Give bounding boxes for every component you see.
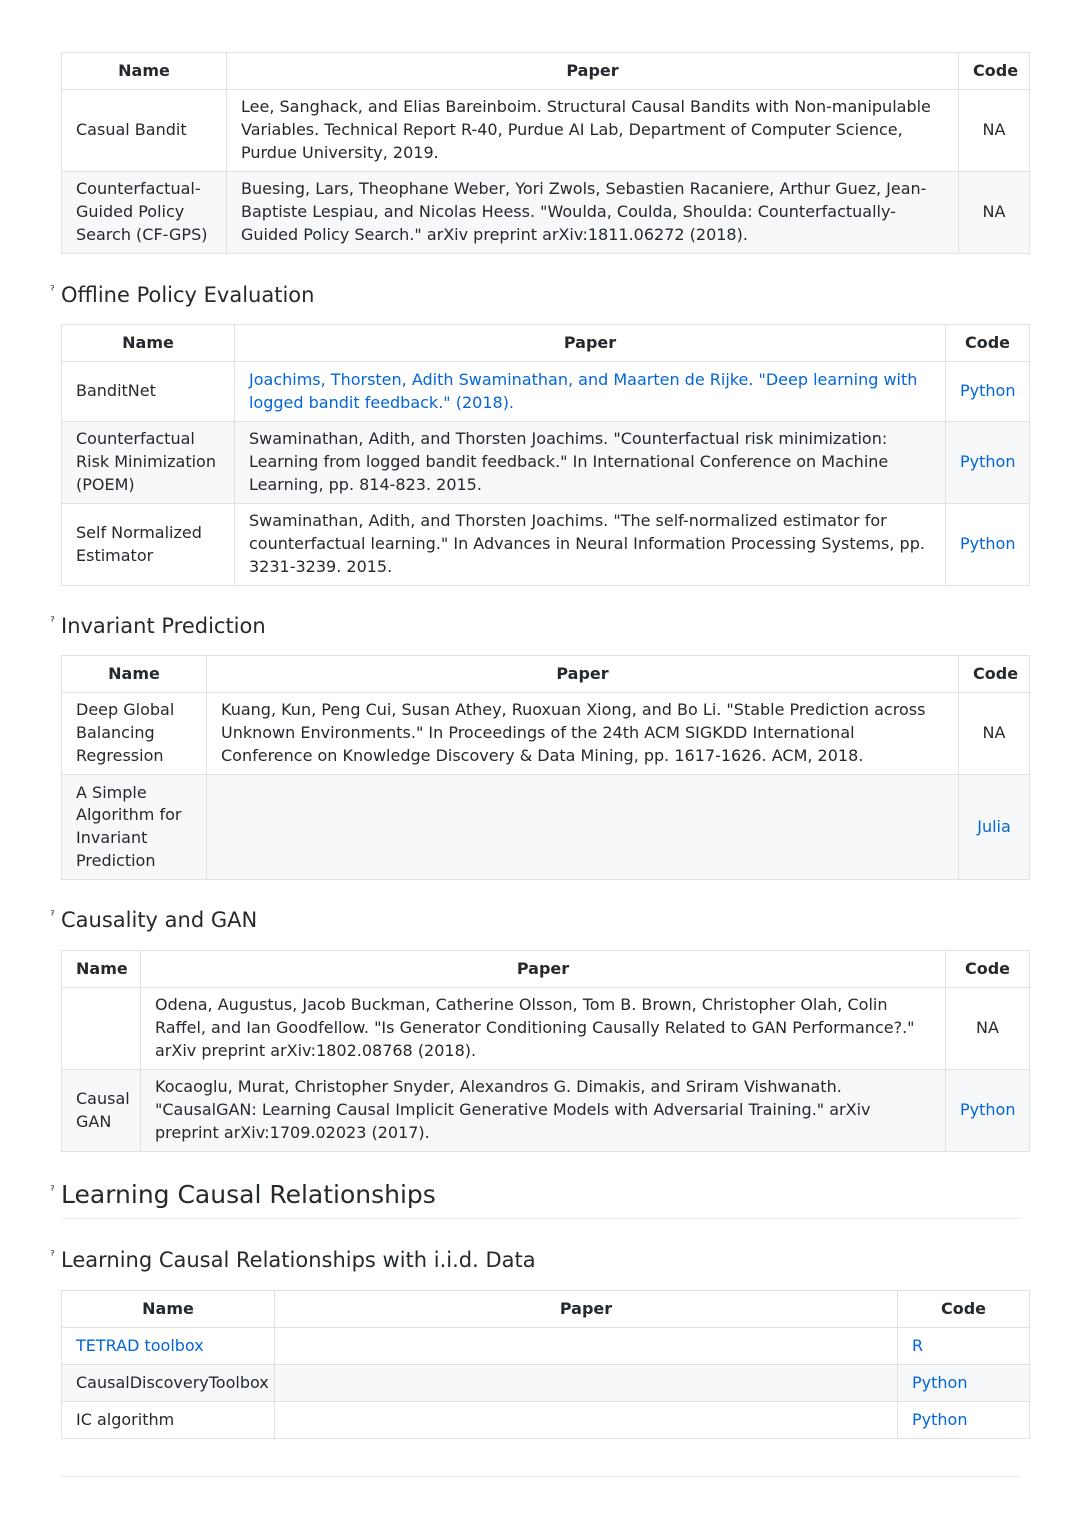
invariant-prediction-table (61, 655, 1030, 880)
row-code: NA (946, 988, 1030, 1070)
code-link[interactable]: Python (960, 381, 1016, 401)
anchor-link-icon[interactable]: ˀ (50, 615, 55, 630)
row-paper: Swaminathan, Adith, and Thorsten Joachims. "Counterfactual risk minimization: Learning from logged bandit feedback." In International Conference on Machine Learning, pp. 814-823. 2015. (235, 422, 946, 504)
table-row (62, 988, 1030, 1070)
row-code[interactable] (898, 1402, 1030, 1439)
row-name: Deep Global Balancing Regression (62, 693, 207, 775)
table-row (62, 362, 1030, 422)
row-code[interactable] (946, 362, 1030, 422)
row-code[interactable] (946, 504, 1030, 586)
anchor-link-icon[interactable]: ˀ (50, 284, 55, 299)
header-code: Code (959, 53, 1030, 90)
header-paper: Paper (141, 951, 946, 988)
table-row (62, 1328, 1030, 1365)
section-heading-causality-and-gan (50, 906, 258, 934)
row-name[interactable] (62, 1328, 275, 1365)
code-link[interactable]: Python (960, 452, 1016, 472)
name-link[interactable]: TETRAD toolbox (76, 1335, 204, 1355)
row-paper: Kocaoglu, Murat, Christopher Snyder, Alexandros G. Dimakis, and Sriram Vishwanath. "CausalGAN: Learning Causal Implicit Generative Models with Adversarial Training." arXiv preprint arXiv:1709.02023 (2017). (141, 1070, 946, 1152)
offline-policy-evaluation-table (61, 324, 1030, 586)
row-code[interactable] (959, 775, 1030, 880)
row-paper: Buesing, Lars, Theophane Weber, Yori Zwols, Sebastien Racaniere, Arthur Guez, Jean-Baptiste Lespiau, and Nicolas Heess. "Woulda, Coulda, Shoulda: Counterfactually-Guided Policy Search." arXiv preprint arXiv:1811.06272 (2018). (227, 172, 959, 254)
row-paper: Kuang, Kun, Peng Cui, Susan Athey, Ruoxuan Xiong, and Bo Li. "Stable Prediction across Unknown Environments." In Proceedings of the 24th ACM SIGKDD International Conference on Knowledge Discovery & Data Mining, pp. 1617-1626. ACM, 2018. (207, 693, 959, 775)
section-title: Learning Causal Relationships (61, 1180, 436, 1209)
section-heading-invariant-prediction (50, 612, 266, 640)
header-name: Name (62, 656, 207, 693)
row-name (62, 988, 141, 1070)
row-paper (275, 1328, 898, 1365)
row-code[interactable] (946, 1070, 1030, 1152)
row-paper: Odena, Augustus, Jacob Buckman, Catherine Olsson, Tom B. Brown, Christopher Olah, Colin Raffel, and Ian Goodfellow. "Is Generator Conditioning Causally Related to GAN Performance?." arXiv preprint arXiv:1802.08768 (2018). (141, 988, 946, 1070)
table-row (62, 693, 1030, 775)
section-heading-offline-policy-evaluation (50, 281, 315, 309)
header-name: Name (62, 951, 141, 988)
table-row (62, 1365, 1030, 1402)
row-name: IC algorithm (62, 1402, 275, 1439)
row-name: Casual Bandit (62, 90, 227, 172)
section-title: Causality and GAN (61, 908, 258, 932)
row-code: NA (959, 693, 1030, 775)
header-code: Code (959, 656, 1030, 693)
code-link[interactable]: Python (912, 1409, 968, 1429)
table-header-row (62, 53, 1030, 90)
row-paper-link[interactable] (235, 362, 946, 422)
row-paper (275, 1365, 898, 1402)
table-row (62, 422, 1030, 504)
table-header-row (62, 951, 1030, 988)
row-paper: Lee, Sanghack, and Elias Bareinboim. Structural Causal Bandits with Non-manipulable Variables. Technical Report R-40, Purdue AI Lab, Department of Computer Science, Purdue University, 2019. (227, 90, 959, 172)
row-code[interactable] (898, 1365, 1030, 1402)
iid-data-table (61, 1290, 1030, 1439)
header-code: Code (946, 325, 1030, 362)
table-row (62, 90, 1030, 172)
header-paper: Paper (275, 1291, 898, 1328)
code-link[interactable]: Julia (977, 816, 1011, 836)
row-name: Self Normalized Estimator (62, 504, 235, 586)
section-heading-learning-causal-relationships (50, 1178, 436, 1212)
row-name: BanditNet (62, 362, 235, 422)
code-link[interactable]: R (912, 1335, 924, 1355)
causality-gan-table (61, 950, 1030, 1152)
table-row (62, 1070, 1030, 1152)
header-code: Code (898, 1291, 1030, 1328)
row-code: NA (959, 172, 1030, 254)
row-name: A Simple Algorithm for Invariant Prediction (62, 775, 207, 880)
row-name: CausalDiscoveryToolbox (62, 1365, 275, 1402)
header-paper: Paper (227, 53, 959, 90)
paper-link[interactable]: Joachims, Thorsten, Adith Swaminathan, and Maarten de Rijke. "Deep learning with logged bandit feedback." (2018). (249, 369, 918, 412)
section-title: Invariant Prediction (61, 614, 266, 638)
section-heading-iid-data (50, 1246, 536, 1274)
header-name: Name (62, 1291, 275, 1328)
header-paper: Paper (207, 656, 959, 693)
row-code: NA (959, 90, 1030, 172)
header-name: Name (62, 53, 227, 90)
table-row (62, 172, 1030, 254)
header-name: Name (62, 325, 235, 362)
row-paper: Swaminathan, Adith, and Thorsten Joachims. "The self-normalized estimator for counterfactual learning." In Advances in Neural Information Processing Systems, pp. 3231-3239. 2015. (235, 504, 946, 586)
anchor-link-icon[interactable]: ˀ (50, 1249, 55, 1264)
bottom-divider (61, 1476, 1021, 1477)
row-code[interactable] (898, 1328, 1030, 1365)
table-row (62, 775, 1030, 880)
anchor-link-icon[interactable]: ˀ (50, 909, 55, 924)
table-header-row (62, 656, 1030, 693)
row-paper (207, 775, 959, 880)
code-link[interactable]: Python (960, 534, 1016, 554)
anchor-link-icon[interactable]: ˀ (50, 1184, 55, 1199)
heading-divider (61, 1218, 1021, 1219)
table-header-row (62, 325, 1030, 362)
code-link[interactable]: Python (960, 1100, 1016, 1120)
code-link[interactable]: Python (912, 1372, 968, 1392)
section-title: Offline Policy Evaluation (61, 283, 315, 307)
section-title: Learning Causal Relationships with i.i.d. Data (61, 1248, 536, 1272)
table-row (62, 1402, 1030, 1439)
header-code: Code (946, 951, 1030, 988)
row-code[interactable] (946, 422, 1030, 504)
row-name: Counterfactual Risk Minimization (POEM) (62, 422, 235, 504)
row-name: Counterfactual-Guided Policy Search (CF-GPS) (62, 172, 227, 254)
row-name: Causal GAN (62, 1070, 141, 1152)
table-row (62, 504, 1030, 586)
causal-rl-table (61, 52, 1030, 254)
header-paper: Paper (235, 325, 946, 362)
row-paper (275, 1402, 898, 1439)
table-header-row (62, 1291, 1030, 1328)
